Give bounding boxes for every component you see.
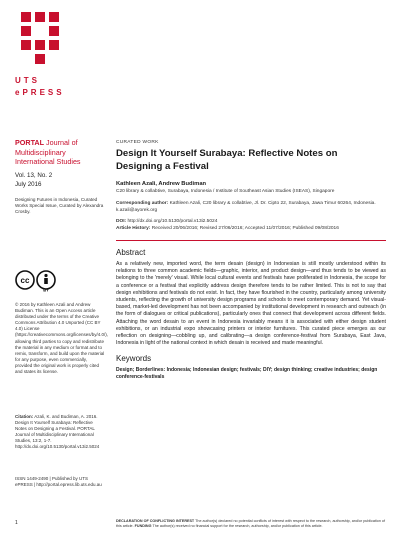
conflict-text: The author(s) declared no potential conflicts of interest with respect to the research, authorship, and/or publication of this article.: [116, 519, 385, 528]
doi-link[interactable]: http://dx.doi.org/10.5130/portal.v13i2.5024: [127, 219, 218, 225]
uts-logo-mark-icon: [21, 12, 59, 70]
abstract-heading: Abstract: [116, 248, 146, 258]
journal-volume: Vol. 13, No. 2: [15, 171, 53, 179]
by-label: BY: [43, 287, 49, 292]
cc-license-badge[interactable]: [15, 270, 65, 292]
corresponding-author-label: Corresponding author:: [116, 201, 169, 207]
special-issue-note: Designing Futures in Indonesia, Curated Works Special Issue, Curated by Alexandra Crosby.: [15, 196, 104, 214]
divider-rule: [116, 240, 386, 241]
cc-label: cc: [20, 276, 30, 285]
article-history-text: Received 20/06/2016; Revised 27/06/2016; Accepted 11/07/2016; Published 09/08/2016: [151, 225, 339, 231]
creative-commons-icon: [15, 270, 65, 292]
issn-publisher-line: ISSN 1449-2490 | Published by UTS ePRESS | http://portal.epress.lib.uts.edu.au: [15, 476, 102, 488]
journal-name-portal: PORTAL: [15, 138, 45, 147]
page-number: 1: [15, 520, 18, 526]
article-history-label: Article History:: [116, 225, 151, 231]
citation-block: [15, 414, 105, 451]
publisher-logo: [15, 12, 85, 122]
journal-name-rest: Journal of Multidisciplinary International Studies: [15, 138, 81, 167]
publisher-name-line2: ePRESS: [15, 88, 65, 97]
publisher-name-line1: UTS: [15, 76, 40, 85]
article-history: [116, 226, 386, 232]
corresponding-author-text: Kathleen Azali, C20 library & collabtive, Jl. Dr. Cipto 22, Surabaya, Jawa Timur 60264, Indonesia. k.azali@ayorek.org: [116, 201, 376, 213]
license-text: © 2016 by Kathleen Azali and Andrew Budiman. This is an Open Access article distributed under the terms of the Creative Commons Attribution 4.0 Unported (CC BY 4.0) License (https://creativecommons.org/licenses/by/4.0/), allowing third parties to copy and redistribute the material in any medium or format and to remix, transform, and build upon the material for any purpose, even commercially, provided the original work is properly cited and states its license.: [15, 302, 109, 375]
funding-label: FUNDING: [134, 524, 152, 528]
corresponding-author: [116, 201, 386, 214]
funding-text: The author(s) received no financial support for the research, authorship, and/or publication of this article.: [152, 524, 323, 528]
article-title: Design It Yourself Surabaya: Reflective Notes on Designing a Festival: [116, 148, 338, 172]
section-label: CURATED WORK: [116, 140, 159, 145]
keywords-heading: Keywords: [116, 354, 152, 364]
article-main: [116, 140, 386, 381]
citation-label: Citation:: [15, 414, 34, 419]
doi-label: DOI:: [116, 219, 127, 225]
footer-declaration: [116, 519, 386, 529]
journal-date: July 2016: [15, 180, 42, 188]
journal-info: [15, 138, 107, 215]
abstract-text: As a relatively new, imported word, the term desain (design) in Indonesian is still mostly understood within its relations to three common academic fields—graphic, interior, and product design—and thus tends to be viewed as belonging to the 'merely' visual. While local cultural events and festivals have proliferated in Indonesia, the scope for a conference or a festival that explicitly address design therefore tends to be rather limited. This is not to say that design exhibitions and festivals do not exist. In fact, they have flourished in the country, particularly among university students, reflecting the growth of university design programs and schools to meet contemporary demand. Yet visual-based, market-led development has not been accompanied by institutional development in research and outreach (in the form of dialogues or critical publications), particularly ones that connect that development across different fields. Attaching the word desain to an event in Indonesia invariably means it is associated with either design student exhibitions, or an industrial expo showcasing printers or interior furnitures. This curated piece emerges as our reflection on designing—cobbling up, and calibrating—a design conference-festival from Surabaya, East Java, Indonesia in light of the national context in which desain is received and made meaningful.: [116, 261, 386, 347]
journal-name: [15, 138, 107, 167]
citation-text: Azali, K. and Budiman, A. 2016. Design It Yourself Surabaya: Reflective Notes on Designing a Festival. PORTAL Journal of Multidisciplinary International Studies, 13:2, 1-7. http://dx.doi.org/10.5130/portal.v13i2.5024: [15, 414, 100, 450]
author-affiliation: C20 library & collabtive, Surabaya, Indonesia / Institute of Southeast Asian Studies (ISEAS), Singapore: [116, 189, 335, 194]
conflict-label: DECLARATION OF CONFLICTING INTEREST: [116, 519, 195, 523]
keywords-text: Design; Borderlines: Indonesia; Indonesian design; festivals; DIY; design thinking; creative industries; design conference-festivals: [116, 367, 378, 381]
article-authors: Kathleen Azali, Andrew Budiman: [116, 181, 207, 187]
